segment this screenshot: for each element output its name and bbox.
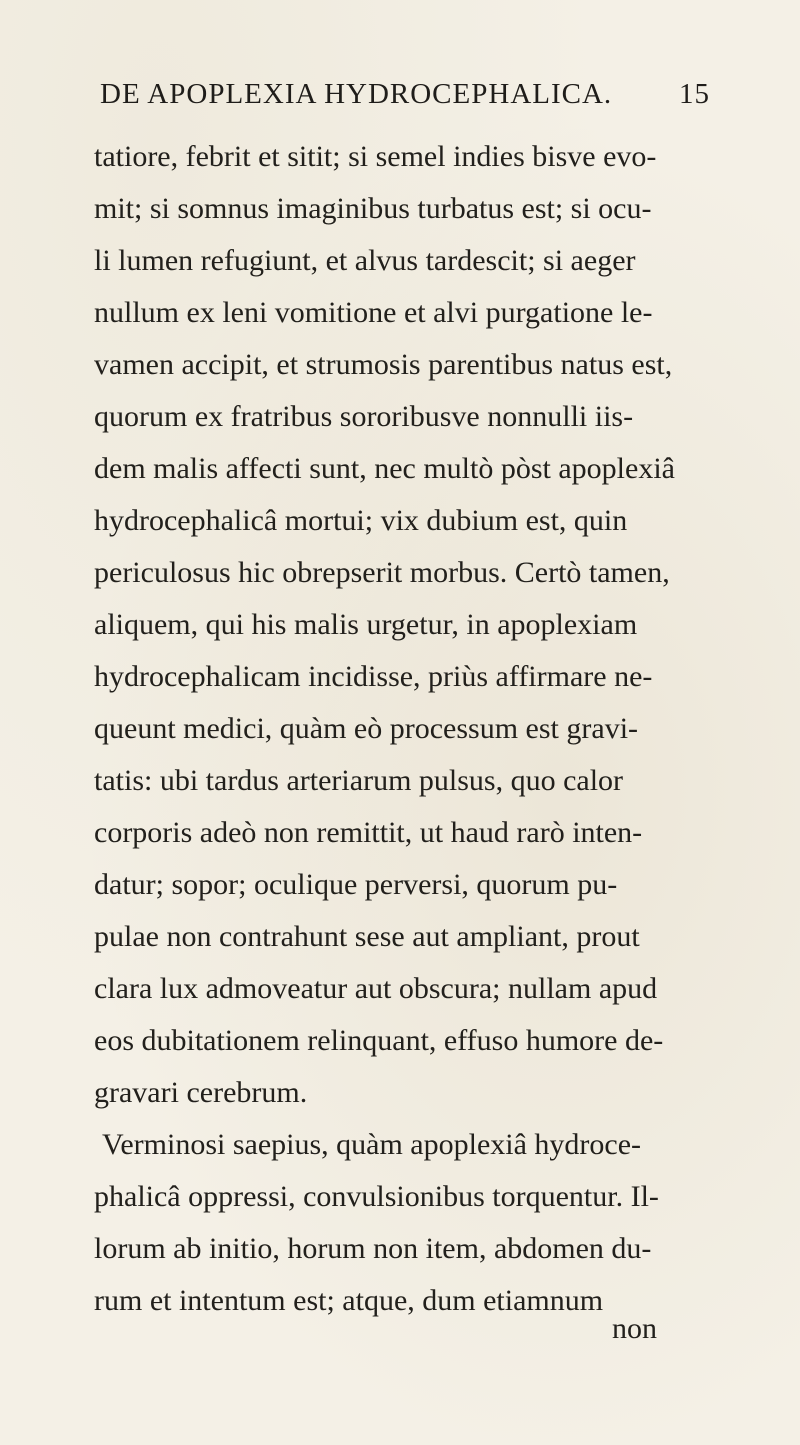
text-line: queunt medici, quàm eò processum est gravi-	[94, 712, 639, 745]
text-line: lorum ab initio, horum non item, abdomen du-	[94, 1232, 652, 1265]
text-line: pulae non contrahunt sese aut ampliant, prout	[94, 920, 640, 953]
running-title: DE APOPLEXIA HYDROCEPHALICA.	[100, 78, 613, 110]
text-line: vamen accipit, et strumosis parentibus natus est,	[94, 348, 673, 381]
text-line: hydrocephalicam incidisse, priùs affirmare ne-	[94, 660, 653, 693]
text-line: hydrocephalicâ mortui; vix dubium est, quin	[94, 504, 628, 537]
text-line: li lumen refugiunt, et alvus tardescit; si aeger	[94, 244, 636, 277]
text-line: mit; si somnus imaginibus turbatus est; si ocu-	[94, 192, 652, 225]
text-line: Verminosi saepius, quàm apoplexiâ hydroce-	[102, 1128, 642, 1161]
text-line: tatiore, febrit et sitit; si semel indies bisve evo-	[94, 140, 657, 173]
text-line: phalicâ oppressi, convulsionibus torquentur. Il-	[94, 1180, 659, 1213]
text-line: eos dubitationem relinquant, effuso humore de-	[94, 1024, 664, 1057]
text-line: clara lux admoveatur aut obscura; nullam apud	[94, 972, 658, 1005]
text-line: nullum ex leni vomitione et alvi purgatione le-	[94, 296, 653, 329]
text-line: rum et intentum est; atque, dum etiamnum	[94, 1284, 604, 1317]
text-line: datur; sopor; oculique perversi, quorum pu-	[94, 868, 618, 901]
text-line: aliquem, qui his malis urgetur, in apoplexiam	[94, 608, 638, 641]
text-line: periculosus hic obrepserit morbus. Certò tamen,	[94, 556, 670, 589]
text-line: gravari cerebrum.	[94, 1076, 308, 1109]
catchword: non	[612, 1312, 657, 1345]
running-head	[100, 78, 710, 111]
text-line: tatis: ubi tardus arteriarum pulsus, quo calor	[94, 764, 624, 797]
text-line: corporis adeò non remittit, ut haud rarò inten-	[94, 816, 643, 849]
page-number: 15	[679, 78, 710, 110]
text-line: quorum ex fratribus sororibusve nonnulli iis-	[94, 400, 634, 433]
text-line: dem malis affecti sunt, nec multò pòst apoplexiâ	[94, 452, 675, 485]
